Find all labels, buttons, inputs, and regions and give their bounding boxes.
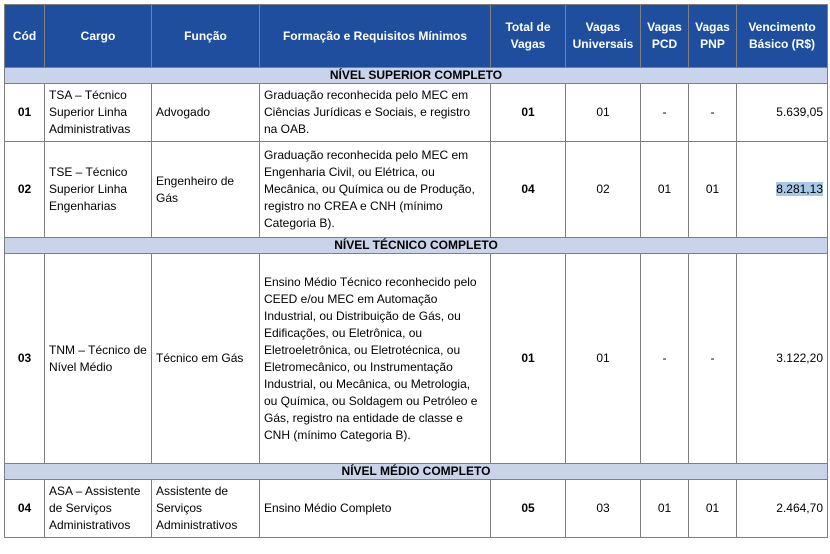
cell-cod: 01 — [5, 84, 45, 142]
cell-cod: 03 — [5, 254, 45, 464]
cell-pnp: 01 — [689, 480, 737, 538]
cell-total: 01 — [491, 254, 566, 464]
highlighted-salary[interactable]: 8.281,13 — [776, 182, 823, 196]
cell-universais: 03 — [566, 480, 641, 538]
cell-cargo: ASA – Assistente de Serviços Administrativos — [45, 480, 152, 538]
section-title: NÍVEL MÉDIO COMPLETO — [5, 464, 828, 480]
header-cargo: Cargo — [45, 5, 152, 68]
cell-formacao: Ensino Médio Completo — [260, 480, 491, 538]
cell-cargo: TSA – Técnico Superior Linha Administrativas — [45, 84, 152, 142]
cell-vencimento: 5.639,05 — [737, 84, 828, 142]
cell-funcao: Advogado — [152, 84, 260, 142]
cell-funcao: Assistente de Serviços Administrativos — [152, 480, 260, 538]
section-title: NÍVEL SUPERIOR COMPLETO — [5, 68, 828, 84]
header-funcao: Função — [152, 5, 260, 68]
cell-cargo: TNM – Técnico de Nível Médio — [45, 254, 152, 464]
header-pnp: Vagas PNP — [689, 5, 737, 68]
cell-pnp: 01 — [689, 142, 737, 238]
table-row — [5, 480, 828, 538]
cell-pcd: - — [641, 254, 689, 464]
section-row — [5, 238, 828, 254]
cell-universais: 01 — [566, 84, 641, 142]
header-vencimento: Vencimento Básico (R$) — [737, 5, 828, 68]
cell-total: 04 — [491, 142, 566, 238]
cell-pcd: 01 — [641, 142, 689, 238]
cell-vencimento: 2.464,70 — [737, 480, 828, 538]
cell-funcao: Técnico em Gás — [152, 254, 260, 464]
table-row — [5, 142, 828, 238]
table-row — [5, 84, 828, 142]
vacancies-table — [4, 4, 828, 538]
section-title: NÍVEL TÉCNICO COMPLETO — [5, 238, 828, 254]
cell-formacao: Graduação reconhecida pelo MEC em Ciências Jurídicas e Sociais, e registro na OAB. — [260, 84, 491, 142]
header-total: Total de Vagas — [491, 5, 566, 68]
header-cod: Cód — [5, 5, 45, 68]
cell-pnp: - — [689, 84, 737, 142]
cell-vencimento: 3.122,20 — [737, 254, 828, 464]
cell-universais: 02 — [566, 142, 641, 238]
cell-pcd: 01 — [641, 480, 689, 538]
cell-pcd: - — [641, 84, 689, 142]
cell-funcao: Engenheiro de Gás — [152, 142, 260, 238]
cell-vencimento — [737, 142, 828, 238]
cell-cod: 02 — [5, 142, 45, 238]
cell-total: 05 — [491, 480, 566, 538]
cell-cargo: TSE – Técnico Superior Linha Engenharias — [45, 142, 152, 238]
header-pcd: Vagas PCD — [641, 5, 689, 68]
cell-total: 01 — [491, 84, 566, 142]
header-formacao: Formação e Requisitos Mínimos — [260, 5, 491, 68]
section-row — [5, 68, 828, 84]
cell-universais: 01 — [566, 254, 641, 464]
cell-pnp: - — [689, 254, 737, 464]
cell-cod: 04 — [5, 480, 45, 538]
table-row — [5, 254, 828, 464]
section-row — [5, 464, 828, 480]
cell-formacao: Graduação reconhecida pelo MEC em Engenharia Civil, ou Elétrica, ou Mecânica, ou Química ou de Produção, registro no CREA e CNH (mínimo Categoria B). — [260, 142, 491, 238]
header-universais: Vagas Universais — [566, 5, 641, 68]
cell-formacao: Ensino Médio Técnico reconhecido pelo CEED e/ou MEC em Automação Industrial, ou Distribuição de Gás, ou Edificações, ou Eletrônica, ou Eletroeletrônica, ou Eletrotécnica, ou Eletromecânico, ou Instrumentação Industrial, ou Mecânica, ou Metrologia, ou Química, ou Soldagem ou Petróleo e Gás, registro na entidade de classe e CNH (mínimo Categoria B). — [260, 254, 491, 464]
header-row — [5, 5, 828, 68]
